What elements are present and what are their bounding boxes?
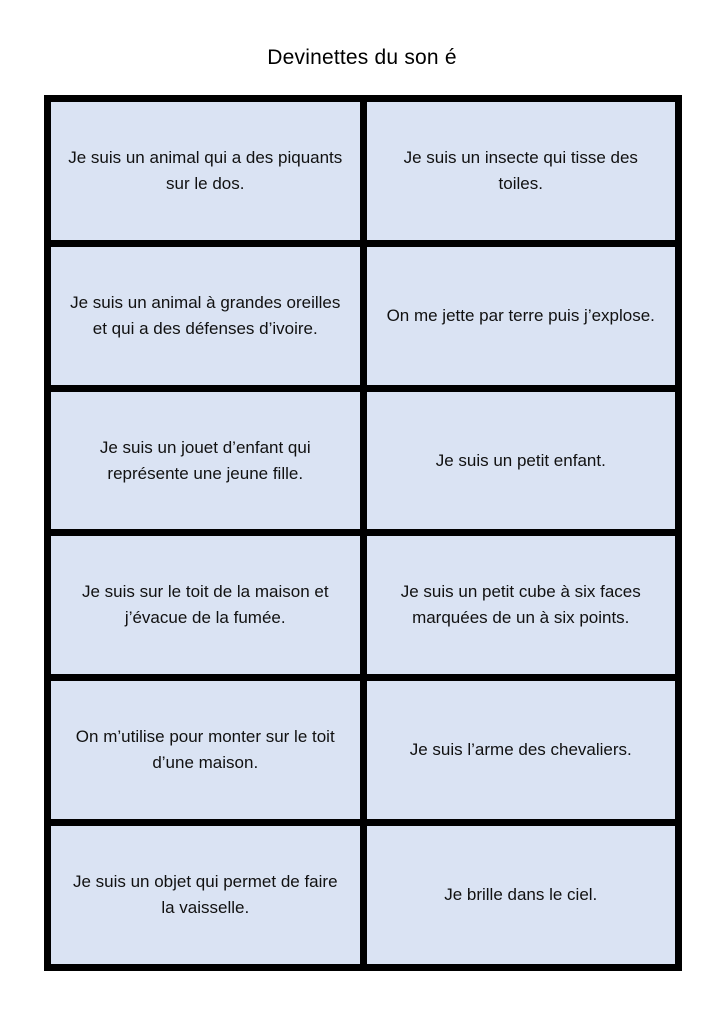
riddle-card <box>51 826 360 964</box>
riddle-text: Je suis un animal qui a des piquants sur le dos. <box>68 147 343 193</box>
riddle-card <box>51 392 360 530</box>
riddle-card <box>51 536 360 674</box>
riddle-card <box>367 681 676 819</box>
riddle-card <box>51 247 360 385</box>
riddle-card <box>367 536 676 674</box>
riddle-card <box>367 102 676 240</box>
riddle-text: On me jette par terre puis j’explose. <box>386 305 655 325</box>
page-title: Devinettes du son é <box>267 46 457 69</box>
riddle-text: Je suis l’arme des chevaliers. <box>409 740 632 760</box>
riddle-text: Je suis un animal à grandes oreilles et qui a des défenses d’ivoire. <box>70 292 341 338</box>
riddle-text: Je suis un petit cube à six faces marquées de un à six points. <box>400 582 641 628</box>
riddle-card <box>367 826 676 964</box>
riddle-card <box>367 392 676 530</box>
riddle-card <box>51 102 360 240</box>
riddle-card-grid <box>44 95 682 971</box>
riddle-card <box>51 681 360 819</box>
riddle-text: Je brille dans le ciel. <box>444 885 598 905</box>
riddle-text: Je suis un jouet d’enfant qui représente une jeune fille. <box>99 437 311 483</box>
riddle-text: Je suis un insecte qui tisse des toiles. <box>403 147 638 193</box>
riddle-text: On m’utilise pour monter sur le toit d’une maison. <box>75 727 335 773</box>
riddle-card <box>367 247 676 385</box>
riddle-text: Je suis sur le toit de la maison et j’évacue de la fumée. <box>81 582 329 628</box>
riddle-text: Je suis un objet qui permet de faire la vaisselle. <box>72 872 338 918</box>
riddle-text: Je suis un petit enfant. <box>435 450 606 470</box>
